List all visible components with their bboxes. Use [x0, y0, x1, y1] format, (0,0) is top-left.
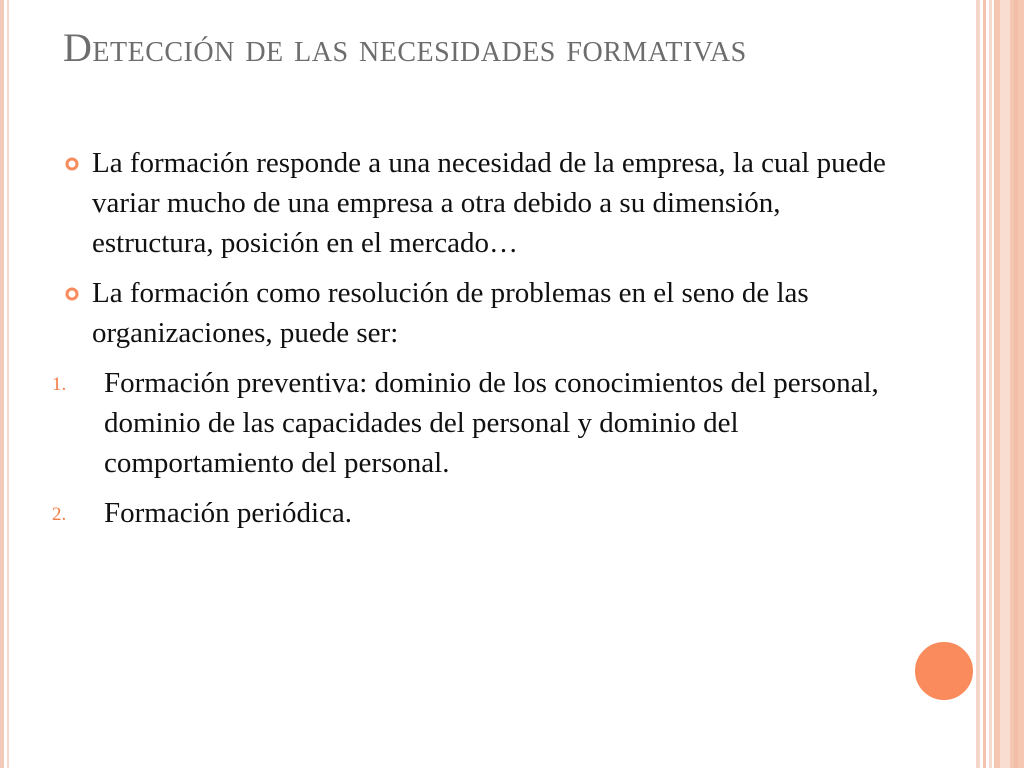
slide-title: Detección de las necesidades formativas	[63, 25, 747, 70]
right-decor-stripe	[989, 0, 992, 768]
circle-bullet-icon	[65, 287, 79, 301]
bullet-text: La formación como resolución de problemas en el seno de las organizaciones, puede ser:	[92, 277, 809, 349]
list-number: 2.	[52, 504, 67, 525]
right-decor-stripe	[1014, 0, 1018, 768]
bullet-text: La formación responde a una necesidad de la empresa, la cual puede variar mucho de una empresa a otra debido a su dimensión, estructura, posición en el mercado…	[92, 147, 886, 259]
numbered-text: Formación periódica.	[104, 497, 353, 529]
slide-content	[52, 143, 893, 543]
numbered-item	[52, 363, 893, 483]
bullet-item	[63, 143, 893, 263]
circle-bullet-icon	[65, 157, 79, 171]
left-decor-stripe	[0, 0, 4, 768]
bullet-item	[63, 273, 893, 353]
orange-circle-decoration	[912, 639, 976, 703]
right-decor-stripe	[976, 0, 980, 768]
right-decor-stripe	[1000, 0, 1010, 768]
list-number: 1.	[52, 374, 67, 395]
right-decor-stripe	[983, 0, 986, 768]
left-decor-stripe	[7, 0, 9, 768]
numbered-item	[52, 493, 893, 533]
numbered-text: Formación preventiva: dominio de los conocimientos del personal, dominio de las capacidades del personal y dominio del comportamiento del personal.	[104, 367, 879, 479]
